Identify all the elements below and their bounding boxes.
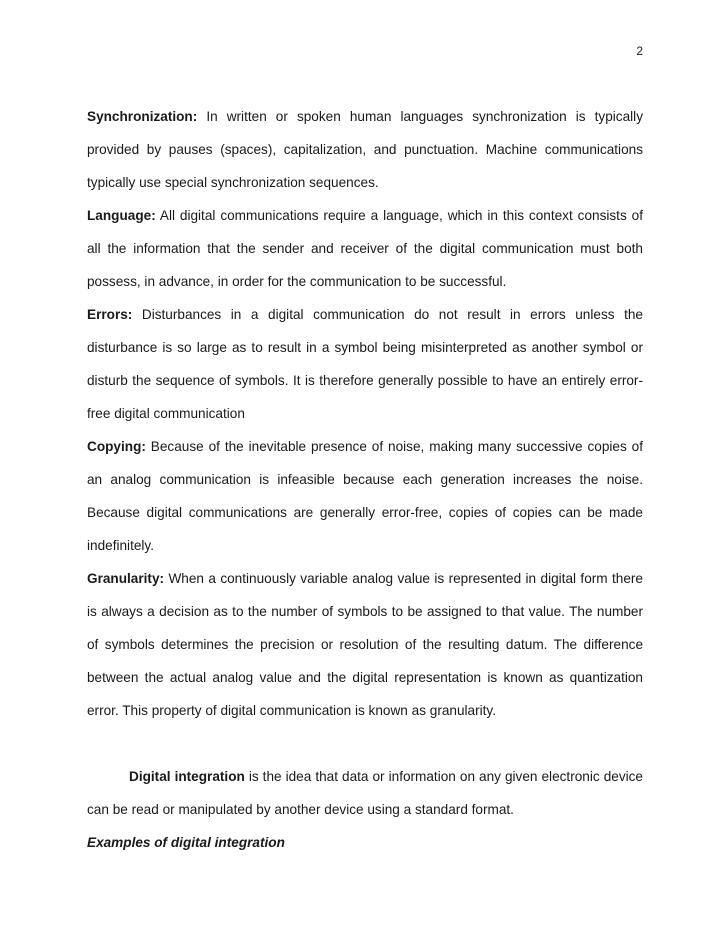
paragraph-digital-integration [87, 760, 643, 826]
section-spacer [87, 727, 643, 760]
page-number: 2 [636, 44, 643, 58]
term-errors: Errors: [87, 307, 133, 322]
text-copying: Because of the inevitable presence of noise, making many successive copies of an analog communication is infeasible because each generation increases the noise. Because digital communications are generally error-free, copies of copies can be made indefinitely. [87, 439, 643, 553]
paragraph-synchronization [87, 100, 643, 199]
text-digital-integration: is the idea that data or information on any given electronic device can be read or manipulated by another device using a standard format. [87, 769, 643, 817]
paragraph-errors [87, 298, 643, 430]
term-copying: Copying: [87, 439, 146, 454]
term-language: Language: [87, 208, 156, 223]
text-language: All digital communications require a language, which in this context consists of all the information that the sender and receiver of the digital communication must both possess, in advance, in order for the communication to be successful. [87, 208, 643, 289]
paragraph-copying [87, 430, 643, 562]
text-synchronization: In written or spoken human languages synchronization is typically provided by pauses (spaces), capitalization, and punctuation. Machine communications typically use special synchronization sequences. [87, 109, 643, 190]
term-digital-integration: Digital integration [129, 769, 245, 784]
document-body [87, 100, 643, 859]
text-granularity: When a continuously variable analog value is represented in digital form there is always a decision as to the number of symbols to be assigned to that value. The number of symbols determines the precision or resolution of the resulting datum. The difference between the actual analog value and the digital representation is known as quantization error. This property of digital communication is known as granularity. [87, 571, 643, 718]
paragraph-granularity [87, 562, 643, 727]
paragraph-language [87, 199, 643, 298]
examples-heading: Examples of digital integration [87, 835, 285, 850]
term-synchronization: Synchronization: [87, 109, 198, 124]
term-granularity: Granularity: [87, 571, 165, 586]
text-errors: Disturbances in a digital communication do not result in errors unless the disturbance is so large as to result in a symbol being misinterpreted as another symbol or disturb the sequence of symbols. It is therefore generally possible to have an entirely error-free digital communication [87, 307, 643, 421]
